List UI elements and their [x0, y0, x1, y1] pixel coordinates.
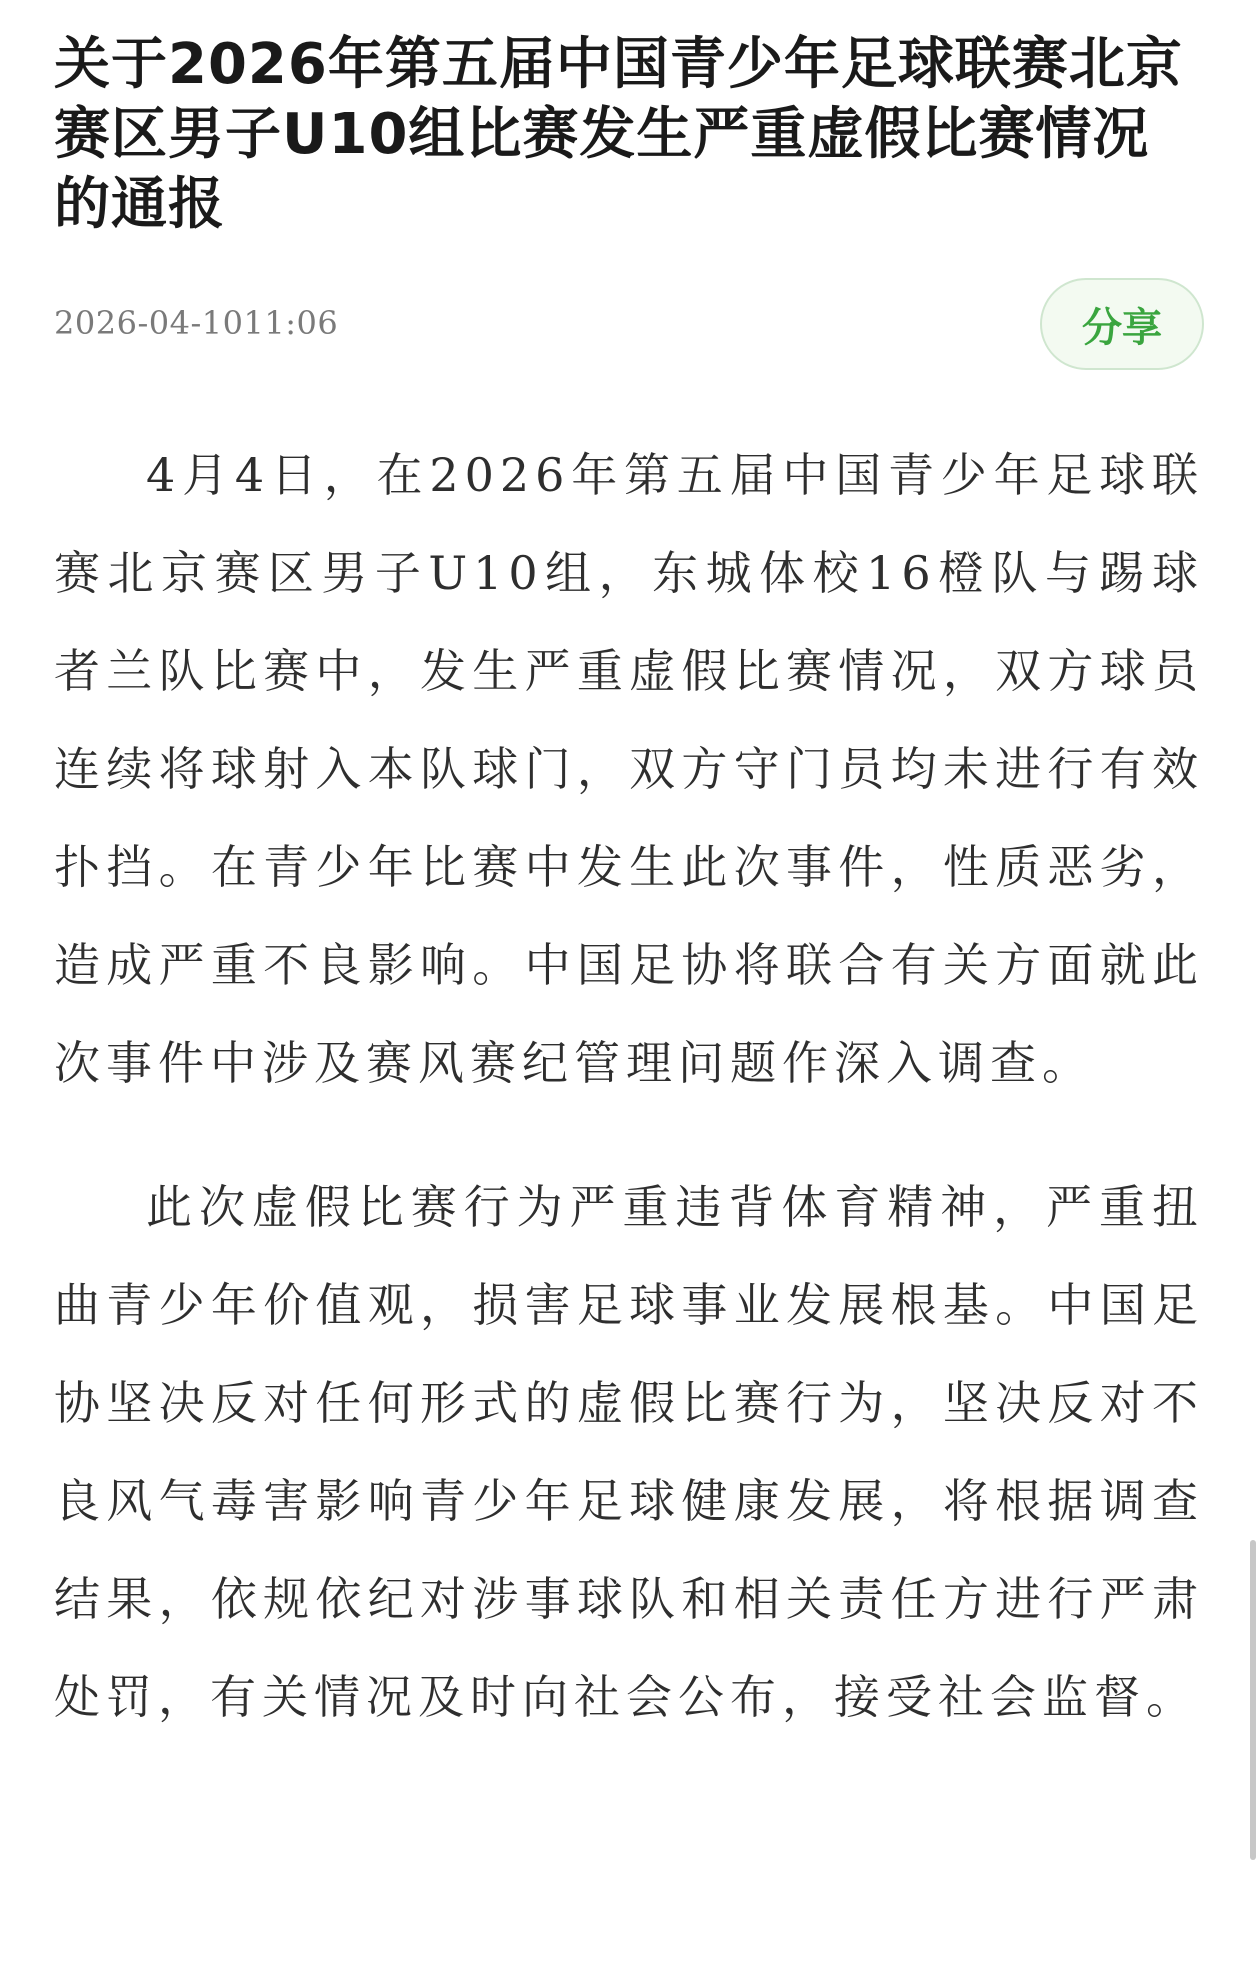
- scrollbar[interactable]: [1250, 1540, 1256, 1860]
- share-button[interactable]: 分享: [1040, 278, 1204, 370]
- article-title: 关于2026年第五届中国青少年足球联赛北京赛区男子U10组比赛发生严重虚假比赛情况的通报: [54, 32, 1183, 237]
- article-paragraph: 此次虚假比赛行为严重违背体育精神，严重扭曲青少年价值观，损害足球事业发展根基。中国足协坚决反对任何形式的虚假比赛行为，坚决反对不良风气毒害影响青少年足球健康发展，将根据调查结果，依规依纪对涉事球队和相关责任方进行严肃处罚，有关情况及时向社会公布，接受社会监督。: [54, 1180, 1204, 1724]
- article-paragraph: 4月4日，在2026年第五届中国青少年足球联赛北京赛区男子U10组，东城体校16橙队与踢球者兰队比赛中，发生严重虚假比赛情况，双方球员连续将球射入本队球门，双方守门员均未进行有效扑挡。在青少年比赛中发生此次事件，性质恶劣，造成严重不良影响。中国足协将联合有关方面就此次事件中涉及赛风赛纪管理问题作深入调查。: [54, 448, 1204, 1090]
- article-meta: [54, 276, 1204, 376]
- publish-timestamp: 2026-04-1011:06: [54, 304, 339, 342]
- article-body: [54, 426, 1204, 1746]
